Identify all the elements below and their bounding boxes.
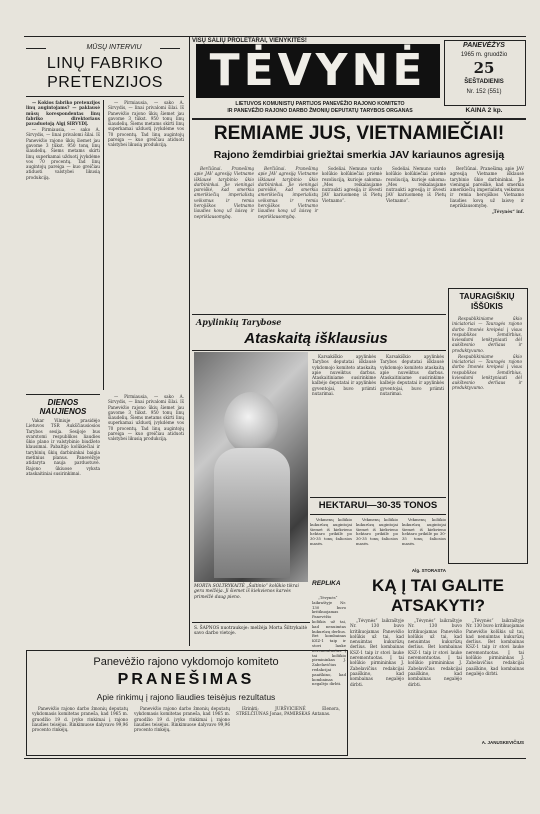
dienos-text: Vakar Vilniuje prasidėjo Lietuvos TSR Aukščiausiosios Tarybos sesija. Sesijoje bus svarstomi respublikos liaudies ūkio plano ir valstybinio biudžeto klausimai. Pabaltijo kolūkiečiai ir tarybinių ūkių darbininkai baigia metinius planus. Panevėžyje atidaryta nauja parduotuvė. Rajono ūkiuose vyksta ataskaitiniai susirinkimai. [26, 418, 100, 476]
rubric-line-left [26, 48, 46, 49]
taurage-text-2: Respublikiniame ūkio iniciatoriai — Tauragės rajono darbo žmonės kreipėsi į visus respublikos žemdirbius, kviesdami lenktyniauti dėl aukštesnio derliaus ir produktyvumo. [452, 353, 522, 391]
photo-caption: MORTA SOLTRYKAITĖ „Šaltinio“ kolūkio tikrai gera melžėja. Ji šiemet iš kiekvienos karvės primelžė daug pieno. [194, 584, 299, 600]
hektarui-col-2 [356, 518, 398, 576]
main-footnote: „Tėvynės“ inf. [491, 208, 524, 214]
page-bottom-rule [24, 758, 526, 759]
dienos-title: DIENOS NAUJIENOS [39, 398, 87, 416]
notice-col-1 [32, 706, 128, 750]
interview-body-cont-2: — Pirmiausia, — sako A. Sirvydis, — linai privalomi šilai. Iš Panevėžio rajono ūkių šiemet jau gavome 3 tūkst. 950 tonų linų šiaudelių. Šiems metams skirti linų superkamai užduotį įvykdėme vos 70 procentų. Tad linų augintojų pareiga — kuo greičiau atiduoti valstybei likusią produkciją. [108, 394, 184, 442]
interview-rubric: MŪSŲ INTERVIU [86, 44, 142, 51]
replika-col-3 [408, 618, 462, 748]
linu-fabriko-headline: LINŲ FABRIKO PRETENZIJOS [46, 55, 164, 91]
main-subheadline: Rajono žemdirbiai griežtai smerkia JAV kariaunos agresiją [213, 149, 505, 161]
ataskaita-text-2: Karsakiškio apylinkės Tarybos deputatai išklausė vykdomojo komiteto ataskaitą apie nuveiktus darbus. Ataskaitiniame susirinkime kalbėjo deputatai ir apylinkės gyventojai, buvo priimti nutarimai. [380, 354, 444, 397]
notice-subtitle: Apie rinkimų į rajono liaudies teisėjus rezultatus [96, 692, 276, 702]
issue-price: KAINA 2 kp. [465, 107, 503, 114]
masthead-subtitle-2: IR PANEVĖŽIO RAJONO DARBO ŽMONIŲ DEPUTATŲ TARYBOS ORGANAS [227, 108, 413, 114]
main-text-2: Berčiūnai. Pranešimą apie JAV agresiją Vietname išklausė tarybinio ūkio darbininkai. Jie vieningai pareiškė, kad smerkia amerikiečių imperialistų veiksmus ir remia herojiškos Vietnamo liaudies kovą už laisvę ir nepriklausomybę. [258, 166, 318, 219]
dienos-top-rule [26, 394, 100, 395]
caption-rule [192, 622, 310, 623]
masthead-title: TĖVYNĖ [196, 44, 440, 98]
masthead-slogan: VISŲ ŠALIŲ PROLETARAI, VIENYKITĖS! [192, 38, 307, 44]
notice-col-2 [134, 706, 230, 750]
main-col-5 [450, 166, 524, 284]
hektarui-col-3 [402, 518, 446, 568]
main-col-2 [258, 166, 318, 311]
replika-text-3: „Tėvynės“ laikraštyje Nr. 130 buvo kritikuojamas Panevėžio kolūkis už tai, kad nenuimtas kukurūzų derlius. Bet kombainas KSZ-1 taip ir stovi lauke neremontuotas. Į tai kolūkio pirmininkas J. Zabelavičius redakcijai paaiškino, kad kombainas negalėjo dirbti. [408, 618, 462, 687]
main-text-1: Berčiūnai. Pranešimą apie JAV agresiją Vietname išklausė tarybinio ūkio darbininkai. Jie vieningai pareiškė, kad smerkia amerikiečių imperialistų veiksmus ir remia herojiškos Vietnamo liaudies kovą už laisvę ir nepriklausomybę. [194, 166, 254, 219]
main-text-5: Berčiūnai. Pranešimą apie JAV agresiją Vietname išklausė tarybinio ūkio darbininkai. Jie vieningai pareiškė, kad smerkia amerikiečių imperialistų veiksmus ir remia herojiškos Vietnamo liaudies kovą už laisvę ir nepriklausomybę. [450, 166, 524, 209]
ataskaita-text-1: Karsakiškio apylinkės Tarybos deputatai išklausė vykdomojo komiteto ataskaitą apie nuveiktus darbus. Ataskaitiniame susirinkime kalbėjo deputatai ir apylinkės gyventojai, buvo priimti nutarimai. [312, 354, 376, 397]
taurage-body [452, 316, 522, 556]
notice-elected: Išrinkti: JURŠVICIENĖ Elenora, STRELČIŪNAS Jonas, PAMIRSKAS Antanas. [236, 706, 340, 717]
hektarui-col-1 [310, 518, 352, 576]
hektarui-text-2: Vekmenų kolūkio kukurūzų augintojai šiemet iš kiekvieno hektaro prikūlė po 30-35 tonų žaliosios masės. [356, 517, 398, 546]
interview-col-3 [108, 394, 184, 640]
photo-milkmaid [194, 352, 308, 582]
ataskaita-headline: Ataskaitą išklausius [244, 330, 388, 347]
replika-headline: KĄ Į TAI GALITE ATSAKYTI? [372, 576, 504, 615]
hektarui-top-rule [310, 497, 446, 498]
main-top-rule [192, 118, 526, 120]
issue-city: PANEVĖŽYS [463, 42, 505, 49]
interview-lead: — Kokios fabriko pretenzijos linų augintojams? — paklausė mūsų korespondentas linų fabriko direktoriaus pavaduotoją Algį SIRVYDĮ. [26, 100, 100, 127]
hektarui-text-1: Vekmenų kolūkio kukurūzų augintojai šiemet iš kiekvieno hektaro prikūlė po 30-35 tonų žaliosios masės. [310, 517, 352, 546]
notice-org: Panevėžio rajono vykdomojo komiteto [93, 656, 279, 668]
main-col-4 [386, 166, 446, 306]
interview-col-2 [108, 100, 184, 390]
ataskaita-bottom-rule [192, 350, 446, 351]
replika-text-4: „Tėvynės“ laikraštyje Nr. 130 buvo kritikuojamas Panevėžio kolūkis už tai, kad nenuimtas kukurūzų derlius. Bet kombainas KSZ-1 taip ir stovi lauke neremontuotas. Į tai kolūkio pirmininkas J. Zabelavičius redakcijai paaiškino, kad kombainas negalėjo dirbti. [466, 618, 524, 676]
ataskaita-col-2 [380, 354, 444, 494]
replika-text-2: „Tėvynės“ laikraštyje Nr. 130 buvo kritikuojamas Panevėžio kolūkis už tai, kad nenuimtas kukurūzų derlius. Bet kombainas KSZ-1 taip ir stovi lauke neremontuotas. Į tai kolūkio pirmininkas J. Zabelavičius redakcijai paaiškino, kad kombainas negalėjo dirbti. [350, 618, 404, 687]
photo-note: S. ŠAPNOS nuotraukoje: melžėja Morta Šiltrykaitė savo darbo vietoje. [194, 626, 308, 637]
main-text-4: Sodeliai. Nemuno vardo kolūkio kolūkiečiai priėmė rezoliuciją, kurioje sakoma: „Mes reikalaujame nutraukti agresiją ir išvesti JAV kariuomenę iš Pietų Vietnamo“. [386, 166, 446, 203]
taurage-title: TAURAGIŠKIŲ IŠŠŪKIS [459, 292, 515, 311]
interview-col-1 [26, 100, 100, 390]
headline-rule [26, 96, 184, 97]
notice-text-1: Panevėžio rajono darbo žmonių deputatų vykdomasis komitetas praneša, kad 1965 m. gruodžio 19 d. įvyko rinkimai į rajono liaudies teisėjus. Rinkimuose dalyvavo 99,96 procento rinkėjų. [32, 706, 128, 733]
ataskaita-top-rule [192, 314, 446, 315]
issue-day: 25 [473, 59, 495, 77]
notice-text-2: Panevėžio rajono darbo žmonių deputatų vykdomasis komitetas praneša, kad 1965 m. gruodžio 19 d. įvyko rinkimai į rajono liaudies teisėjus. Rinkimuose dalyvavo 99,96 procento rinkėjų. [134, 706, 230, 733]
ataskaita-rubric: Apylinkių Tarybose [196, 317, 282, 327]
hektarui-signature: Alg. STORASTA [411, 568, 446, 573]
replika-signature: A. JANUSKEVIČIUS [481, 740, 524, 745]
taurage-text: Respublikiniame ūkio iniciatoriai — Tauragės rajono darbo žmonės kreipėsi į visus respublikos žemdirbius, kviesdami lenktyniauti dėl aukštesnio derliaus ir produktyvumo. [452, 316, 522, 353]
issue-number: Nr. 152 (551) [466, 89, 502, 95]
notice-col-3 [236, 706, 340, 750]
main-col-1 [194, 166, 254, 311]
replika-col-4 [466, 618, 524, 736]
replika-text-1: „Tėvynės“ laikraštyje Nr. 130 buvo kritikuojamas Panevėžio kolūkis už tai, kad nenuimtas kukurūzų derlius. Bet kombainas KSZ-1 taip ir stovi lauke neremontuotas. Į tai kolūkio pirmininkas J. Zabelavičius redakcijai paaiškino, kad kombainas negalėjo dirbti. [312, 595, 346, 687]
hektarui-bottom-rule [310, 514, 446, 515]
ataskaita-col-1 [312, 354, 376, 494]
interview-body: — Pirmiausia, — sako A. Sirvydis, — linai privalomi šilai. Iš Panevėžio rajono ūkių šiemet jau gavome 3 tūkst. 950 tonų linų šiaudelių. Šiems metams skirti linų superkamai užduotį įvykdėme vos 70 procentų. Tad linų augintojų pareiga — kuo greičiau atiduoti valstybei likusią produkciją. [26, 127, 100, 180]
hektarui-title: HEKTARUI—30-35 TONOS [318, 500, 438, 511]
notice-title: PRANEŠIMAS [117, 671, 255, 688]
column-divider [103, 100, 104, 390]
interview-body-cont: — Pirmiausia, — sako A. Sirvydis, — linai privalomi šilai. Iš Panevėžio rajono ūkių šiemet jau gavome 3 tūkst. 950 tonų linų šiaudelių. Šiems metams skirti linų superkamai užduotį įvykdėme vos 70 procentų. Tad linų augintojų pareiga — kuo greičiau atiduoti valstybei likusią produkciją. [108, 100, 184, 148]
dienos-body [26, 418, 100, 640]
issue-weekday: ŠEŠTADIENIS [464, 79, 504, 85]
main-headline: REMIAME JUS, VIETNAMIEČIAI! [213, 123, 505, 144]
rubric-line-right [160, 48, 180, 49]
replika-col-2 [350, 618, 404, 748]
replika-col-1 [312, 595, 346, 687]
left-column-border [189, 36, 190, 646]
page-top-rule [24, 36, 526, 37]
photo-body [214, 448, 290, 578]
hektarui-text-3: Vekmenų kolūkio kukurūzų augintojai šiemet iš kiekvieno hektaro prikūlė po 30-35 tonų žaliosios masės. [402, 517, 446, 546]
main-text-3: Sodeliai. Nemuno vardo kolūkio kolūkiečiai priėmė rezoliuciją, kurioje sakoma: „Mes reikalaujame nutraukti agresiją ir išvesti JAV kariuomenę iš Pietų Vietnamo“. [322, 166, 382, 203]
replika-label: REPLIKA [312, 580, 341, 587]
issue-date: 1965 m. gruodžio [460, 52, 508, 58]
masthead-subtitle-1: LIETUVOS KOMUNISTŲ PARTIJOS PANEVĖŽIO RAJONO KOMITETO [235, 101, 405, 107]
photo-face [224, 392, 278, 454]
main-col-3 [322, 166, 382, 306]
